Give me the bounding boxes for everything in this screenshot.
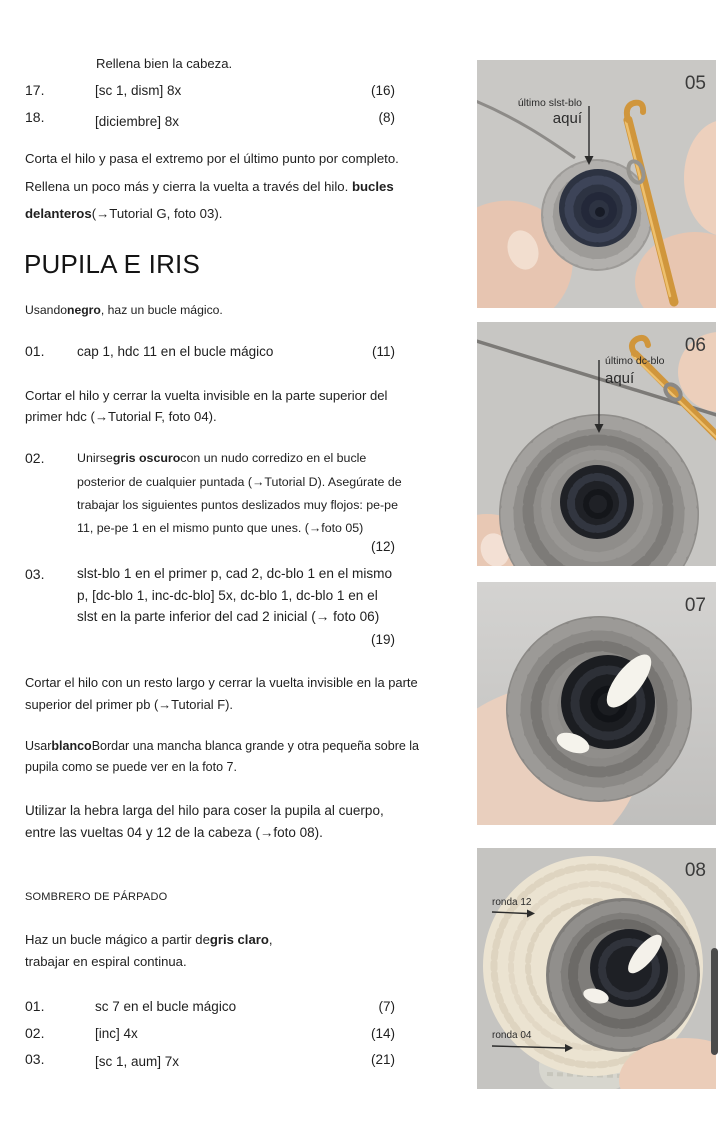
paragraph-line: Cortar el hilo y cerrar la vuelta invisible en la parte superior del — [25, 388, 388, 403]
magic-ring-center — [595, 207, 605, 217]
step-row-eyelid-03 — [25, 1051, 395, 1071]
step-text: [inc] 4x — [95, 1026, 138, 1041]
intro-line: trabajar en espiral continua. — [25, 954, 187, 969]
paragraph-line: Corta el hilo y pasa el extremo por el último punto por completo. — [25, 151, 399, 166]
step-row-eyelid-02 — [25, 1025, 395, 1045]
step-text: sc 7 en el bucle mágico — [95, 999, 237, 1014]
step-row-17 — [25, 82, 395, 102]
paragraph-line: Cortar el hilo con un resto largo y cerrar la vuelta invisible en la parte — [25, 675, 418, 690]
paragraph-line: delanteros(→Tutorial G, foto 03). — [25, 206, 223, 221]
photo-06 — [477, 322, 716, 566]
stitch-count: (21) — [370, 1052, 395, 1067]
step-text-line: posterior de cualquier puntada (→Tutorial D). Asegúrate de — [77, 475, 402, 489]
step-text-line: 11, pe-pe 1 en el mismo punto que unes. (→foto 05) — [77, 521, 364, 535]
photo-number-label: 08 — [684, 860, 706, 881]
annotation-label: aquí — [605, 370, 635, 387]
paragraph-line: Rellena un poco más y cierra la vuelta a través del hilo. bucles — [25, 179, 394, 194]
photo-05 — [477, 60, 716, 308]
subsection-title: SOMBRERO DE PÁRPADO — [25, 891, 168, 903]
paragraph-line: Utilizar la hebra larga del hilo para coser la pupila al cuerpo, — [25, 803, 384, 818]
photo-number-label: 05 — [684, 73, 706, 94]
step-text-line: slst en la parte inferior del cad 2 inicial (→ foto 06) — [77, 609, 380, 624]
step-text-line: trabajar los siguientes puntos deslizados muy flojos: pe-pe — [77, 498, 398, 512]
photo-07 — [477, 582, 716, 825]
photo-07-illustration — [477, 582, 716, 825]
section-title: PUPILA E IRIS — [24, 249, 201, 279]
step-number: 03. — [25, 566, 45, 582]
paragraph-line: primer hdc (→Tutorial F, foto 04). — [25, 409, 217, 424]
step-number: 01. — [25, 998, 45, 1014]
photo-05-illustration — [477, 60, 716, 308]
paragraph-line: pupila como se puede ver en la foto 7. — [25, 760, 237, 774]
paragraph-line: superior del primer pb (→Tutorial F). — [25, 697, 233, 712]
photo-08-illustration — [477, 848, 716, 1089]
annotation-label: ronda 04 — [492, 1030, 532, 1041]
stitch-count: (11) — [371, 344, 395, 359]
head-note: Rellena bien la cabeza. — [96, 56, 233, 71]
photo-number-label: 07 — [684, 595, 706, 616]
stitch-count: (8) — [378, 110, 395, 125]
annotation-label: ronda 12 — [492, 897, 532, 908]
stitch-count: (14) — [370, 1026, 395, 1041]
step-text-line: Unirsegris oscurocon un nudo corredizo en el bucle — [77, 451, 367, 465]
step-text-line: p, [dc-blo 1, inc-dc-blo] 5x, dc-blo 1, dc-blo 1 en el — [77, 588, 378, 603]
stitch-count: (16) — [370, 83, 395, 98]
step-number: 17. — [25, 82, 45, 98]
stitch-count: (7) — [378, 999, 395, 1014]
step-text: cap 1, hdc 11 en el bucle mágico — [77, 344, 274, 359]
photo-08 — [477, 848, 716, 1089]
intro-line: Usandonegro, haz un bucle mágico. — [25, 303, 223, 317]
stitch-count: (19) — [370, 632, 395, 647]
paragraph-line: entre las vueltas 04 y 12 de la cabeza (→foto 08). — [25, 825, 323, 840]
step-number: 02. — [25, 450, 45, 466]
annotation-label: último slst-blo — [517, 97, 582, 109]
step-row-01 — [25, 343, 395, 363]
scrollbar-thumb[interactable] — [711, 948, 718, 1055]
step-number: 02. — [25, 1025, 45, 1041]
step-number: 18. — [25, 109, 45, 125]
annotation-label: último dc-blo — [605, 355, 665, 367]
step-number: 03. — [25, 1051, 45, 1067]
step-row-eyelid-01 — [25, 998, 395, 1018]
step-text: [sc 1, dism] 8x — [95, 83, 182, 98]
photo-06-illustration — [477, 322, 716, 566]
annotation-label: aquí — [552, 110, 582, 127]
step-text: [diciembre] 8x — [95, 114, 180, 129]
step-number: 01. — [25, 343, 45, 359]
step-row-18 — [25, 109, 395, 129]
step-text: [sc 1, aum] 7x — [95, 1054, 180, 1069]
stitch-count: (12) — [370, 539, 395, 554]
intro-line: Haz un bucle mágico a partir degris claro, — [25, 932, 273, 947]
step-text-line: slst-blo 1 en el primer p, cad 2, dc-blo 1 en el mismo — [77, 566, 393, 581]
photo-number-label: 06 — [684, 335, 706, 356]
paragraph-line: UsarblancoBordar una mancha blanca grande y otra pequeña sobre la — [25, 739, 420, 753]
